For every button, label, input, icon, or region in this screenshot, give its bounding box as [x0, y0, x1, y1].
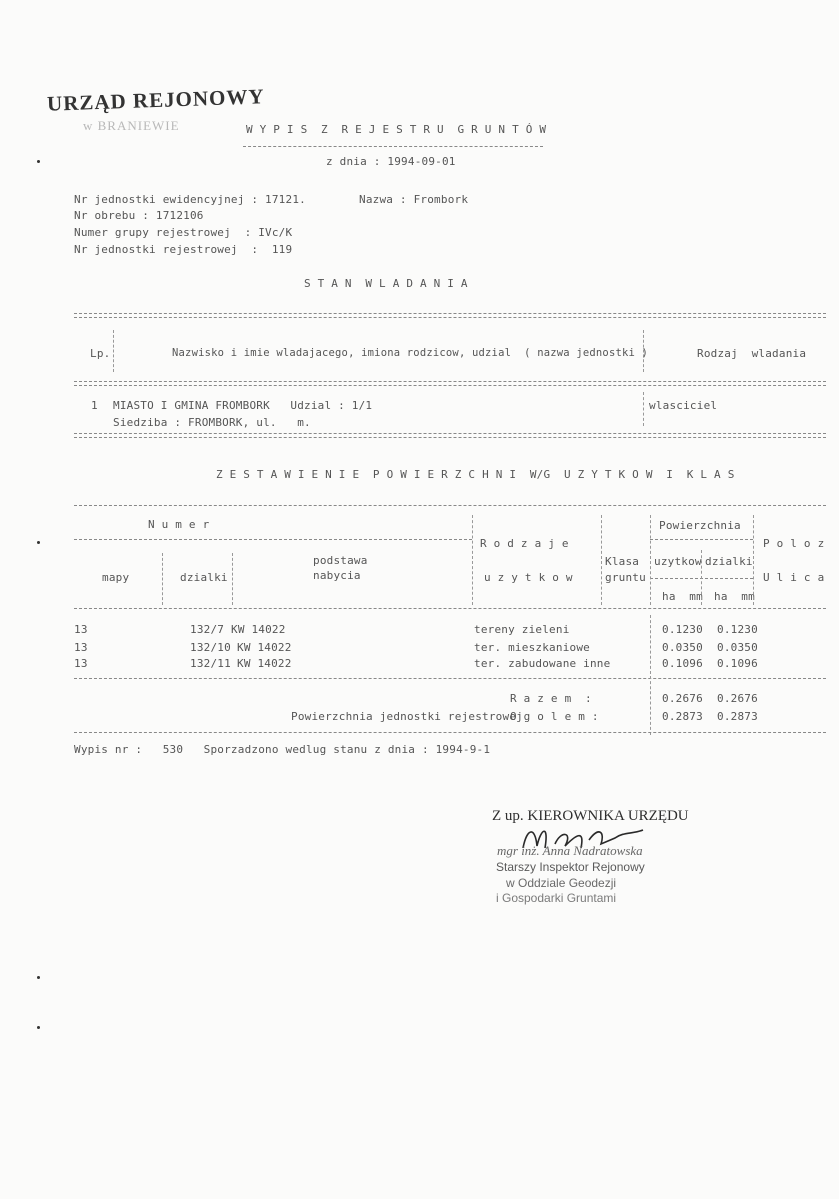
ownership-row-type: wlasciciel: [649, 399, 718, 412]
row-rodzaj: tereny zieleni: [474, 623, 570, 636]
area-col-divider: [701, 550, 702, 605]
office-stamp-title: URZĄD REJONOWY: [46, 84, 265, 116]
ownership-col-type: Rodzaj wladania: [697, 347, 807, 360]
group-number: Numer grupy rejestrowej : IVc/K: [74, 226, 293, 239]
document-title: W Y P I S Z R E J E S T R U G R U N T Ó W: [246, 123, 547, 136]
hdr-powierzchnia: Powierzchnia: [659, 519, 741, 532]
hdr-ha-ar-dzialki: ha mm: [714, 590, 755, 603]
area-col-divider: [232, 553, 233, 605]
ownership-mid-rule: [74, 381, 826, 386]
row-pow-uzytku: 0.1230: [662, 623, 703, 636]
ownership-row-owner: MIASTO I GMINA FROMBORK Udzial : 1/1: [113, 399, 373, 412]
signature-stamp-title: Starszy Inspektor Rejonowy: [496, 860, 645, 874]
ownership-row-lp: 1: [91, 399, 98, 412]
row-podstawa: KW 14022: [237, 657, 292, 670]
title-underline: [243, 146, 543, 147]
signature-stamp-dept: w Oddziale Geodezji: [506, 876, 617, 890]
hdr-podstawa: podstawa: [313, 554, 368, 567]
unit-number: Nr jednostki ewidencyjnej : 17121.: [74, 193, 306, 206]
hdr-numer: N u m e r: [148, 518, 210, 531]
hdr-dzialki: dzialki: [180, 571, 228, 584]
signature-stamp-authority: Z up. KIEROWNIKA URZĘDU: [492, 808, 689, 824]
office-stamp-subtitle: w BRANIEWIE: [83, 118, 180, 133]
row-mapa: 13: [74, 641, 88, 654]
unit-name: Nazwa : Frombork: [359, 193, 469, 206]
row-rodzaj: ter. mieszkaniowe: [474, 641, 590, 654]
ownership-col-name: Nazwisko i imie wladajacego, imiona rodzicow, udzial ( nazwa jednostki ): [172, 347, 649, 359]
hdr-gruntu: gruntu: [605, 571, 646, 584]
hdr-nabycia: nabycia: [313, 569, 361, 582]
row-dzialka: 132/11: [190, 657, 231, 670]
row-pow-uzytku: 0.1096: [662, 657, 703, 670]
razem-uzytku: 0.2676: [662, 692, 703, 705]
area-summary-heading: Z E S T A W I E N I E P O W I E R Z C H N I W/G U Z Y T K O W I K L A S: [216, 468, 735, 481]
row-mapa: 13: [74, 657, 88, 670]
area-table-top-rule: [74, 505, 826, 506]
area-col-divider: [650, 515, 651, 605]
row-podstawa: KW 14022: [237, 641, 292, 654]
signature-stamp-dept2: i Gospodarki Gruntami: [496, 891, 617, 905]
hdr-powierzchnia-rule: [650, 539, 753, 540]
register-unit-number: Nr jednostki rejestrowej : 119: [74, 243, 293, 256]
area-col-divider: [162, 553, 163, 605]
hdr-numer-rule: [74, 539, 472, 540]
ogolem-uzytku: 0.2873: [662, 710, 703, 723]
ownership-heading: S T A N W L A D A N I A: [304, 277, 468, 290]
signer-name: mgr inż. Anna Nadratowska: [497, 843, 643, 858]
ownership-col-divider: [113, 330, 114, 372]
area-col-divider: [601, 515, 602, 605]
hdr-uzytkow-pow: uzytkow: [654, 555, 702, 568]
row-pow-dzialki: 0.1096: [717, 657, 758, 670]
row-podstawa: KW 14022: [231, 623, 286, 636]
ogolem-label: O g o l e m :: [510, 710, 599, 723]
row-dzialka: 132/10: [190, 641, 231, 654]
row-mapa: 13: [74, 623, 88, 636]
ownership-top-rule: [74, 313, 826, 318]
area-col-divider: [472, 515, 473, 605]
hdr-uzytkow: u z y t k o w: [484, 571, 573, 584]
area-rows-bottom-rule: [74, 678, 826, 679]
ownership-col-divider: [643, 392, 644, 426]
razem-dzialki: 0.2676: [717, 692, 758, 705]
ogolem-dzialki: 0.2873: [717, 710, 758, 723]
ownership-row-seat: Siedziba : FROMBORK, ul. m.: [113, 416, 311, 429]
hdr-rodzaje: R o d z a j e: [480, 537, 569, 550]
hdr-ha-ar-uzytku: ha mm: [662, 590, 703, 603]
ownership-col-lp: Lp.: [90, 347, 111, 360]
row-dzialka: 132/7: [190, 623, 225, 636]
hdr-ulica: U l i c a: [763, 571, 825, 584]
area-table-bottom-rule: [74, 732, 826, 733]
area-col-divider: [650, 615, 651, 735]
hdr-dzialki-pow: dzialki: [705, 555, 753, 568]
extract-footer: Wypis nr : 530 Sporzadzono wedlug stanu z dnia : 1994-9-1: [74, 743, 491, 756]
hdr-klasa: Klasa: [605, 555, 640, 568]
precinct-number: Nr obrebu : 1712106: [74, 209, 204, 222]
area-header-bottom-rule: [74, 608, 826, 609]
document-date: z dnia : 1994-09-01: [326, 155, 456, 168]
row-rodzaj: ter. zabudowane inne: [474, 657, 611, 670]
total-caption: Powierzchnia jednostki rejestrowej: [291, 710, 523, 723]
hdr-mapy: mapy: [102, 571, 130, 584]
scan-speck: [37, 976, 40, 979]
ownership-bottom-rule: [74, 433, 826, 438]
row-pow-dzialki: 0.0350: [717, 641, 758, 654]
scan-speck: [37, 160, 40, 163]
area-col-divider: [753, 515, 754, 605]
hdr-polozenie: P o l o z: [763, 537, 825, 550]
scan-speck: [37, 541, 40, 544]
row-pow-uzytku: 0.0350: [662, 641, 703, 654]
razem-label: R a z e m :: [510, 692, 592, 705]
scan-speck: [37, 1026, 40, 1029]
row-pow-dzialki: 0.1230: [717, 623, 758, 636]
